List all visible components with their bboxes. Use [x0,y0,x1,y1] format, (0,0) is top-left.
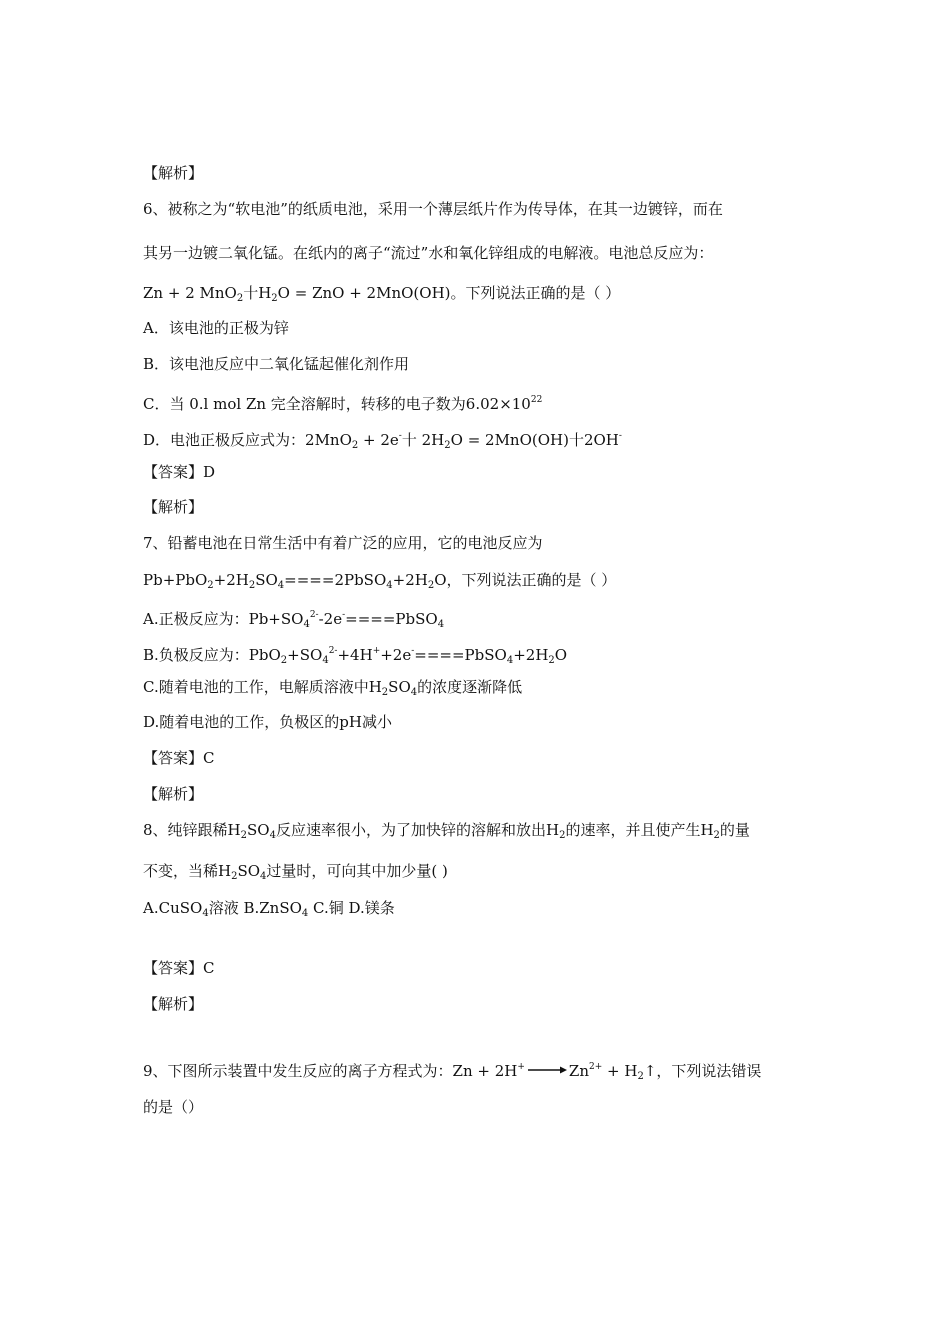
analysis-heading: 【解析】 [143,164,204,182]
q8-analysis: 【解析】 [143,995,204,1013]
q7-equation: $Pb+PbO_2+2H_2SO_4====2PbSO_4+2H_2O$，下列说法正确的是（ ） [143,571,617,591]
q6-stem-line-2: 其另一边镀二氧化锰。在纸内的离子“流过”水和氧化锌组成的电解液。电池总反应为： [143,244,714,262]
q8-stem-line-1: 8、纯锌跟稀$H_2SO_4$反应速率很小，为了加快锌的溶解和放出$H_2$的速率，并且使产生$H_2$的量 [143,821,750,841]
q7-option-d: D.随着电池的工作，负极区的pH减小 [143,713,392,731]
q9-stem-line-2: 的是（） [143,1098,204,1116]
q8-answer: 【答案】C [143,959,215,977]
q6-equation: Zn + 2 MnO$_2$十$H_2O$ = ZnO + 2MnO(OH)。下列说法正确的是（ ） [143,284,621,304]
q7-option-b: B.负极反应为：$PbO_2+SO_4^{2-}+4H^++2e^-====PbSO_4+2H_2O$ [143,646,568,666]
q6-option-b: B．该电池反应中二氧化锰起催化剂作用 [143,355,410,373]
q9-stem-line-1: 9、下图所示装置中发生反应的离子方程式为：Zn + 2H+ $Zn^{2+}$ + $H_2↑$，下列说法错误 [143,1062,762,1082]
q7-answer: 【答案】C [143,749,215,767]
reaction-arrow-icon [527,1065,567,1075]
q6-analysis: 【解析】 [143,498,204,516]
q6-option-a: A．该电池的正极为锌 [143,319,289,337]
q6-option-d: D．电池正极反应式为：2MnO$_2$ + 2e-十 $2H_2O = 2MnO(OH)$十2OH- [143,431,622,451]
q8-stem-line-2: 不变，当稀$H_2SO_4$过量时，可向其中加少量( ) [143,862,448,882]
q6-option-c: C．当 0.l mol Zn 完全溶解时，转移的电子数为$6.02\times 10^{22}$ [143,395,543,413]
q8-options: A.CuSO$_4$溶液 B.ZnSO$_4$ C.铜 D.镁条 [143,899,395,919]
q7-option-c: C.随着电池的工作，电解质溶液中$H_2SO_4$的浓度逐渐降低 [143,678,523,698]
q7-stem: 7、铅蓄电池在日常生活中有着广泛的应用，它的电池反应为 [143,534,543,552]
q6-stem-line-1: 6、被称之为“软电池”的纸质电池，采用一个薄层纸片作为传导体，在其一边镀锌，而在 [143,200,723,218]
q7-option-a: A.正极反应为：$Pb+SO_4^{2-}-2e^-====PbSO_4$ [143,610,445,630]
q6-answer: 【答案】D [143,463,216,481]
q7-analysis: 【解析】 [143,785,204,803]
